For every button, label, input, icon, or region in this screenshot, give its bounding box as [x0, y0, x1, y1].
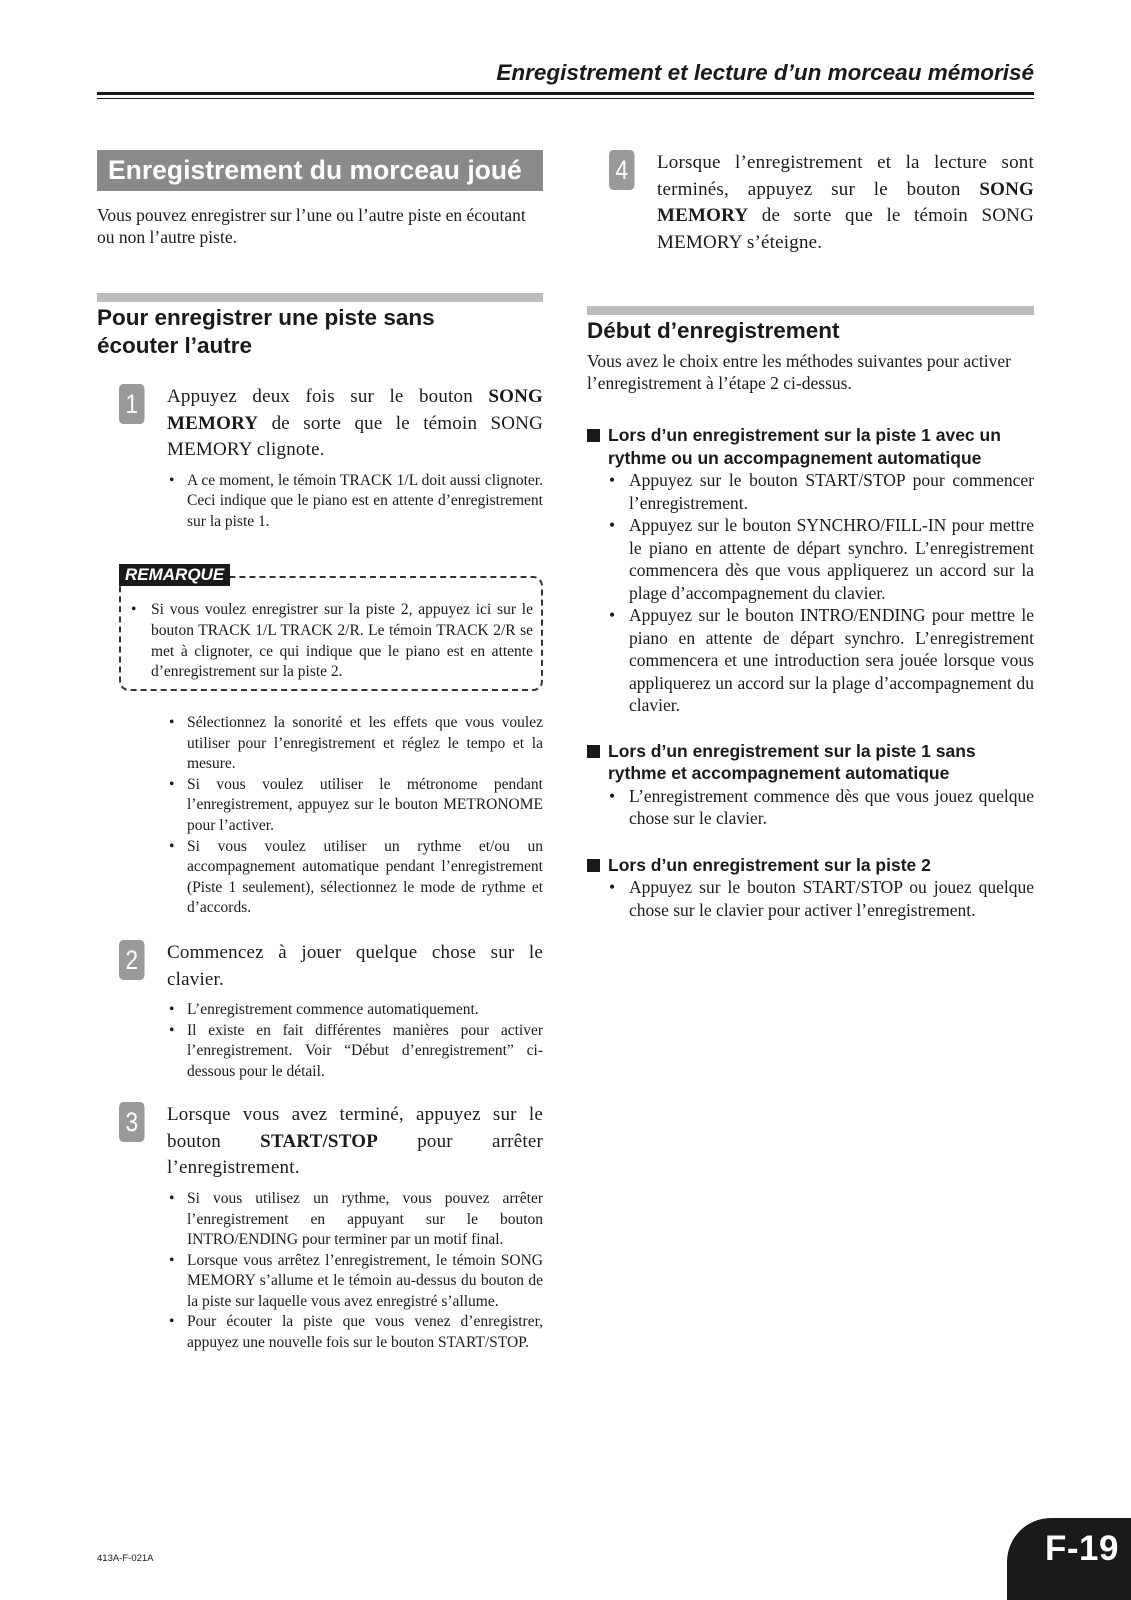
step-2 — [97, 940, 543, 1082]
remarque-text: • Si vous voulez enregistrer sur la piste 2, appuyez ici sur le bouton TRACK 1/L TRACK 2/R. Le témoin TRACK 2/R se met à clignoter, ce qui indique que le piano est en attente d’enregistrement sur la piste 2. — [151, 600, 533, 683]
step-number-1: 1 — [119, 384, 145, 424]
right-intro: Vous avez le choix entre les méthodes suivantes pour activer l’enregistrement à l’étape 2 ci-dessus. — [587, 351, 1011, 393]
list-item: • Si vous voulez utiliser le métronome pendant l’enregistrement, appuyez sur le bouton METRONOME pour l’activer. — [187, 775, 543, 837]
section-bar — [587, 306, 1034, 315]
header-rule-thick — [97, 92, 1034, 95]
step-number-4: 4 — [609, 150, 635, 190]
header-rule-thin — [97, 98, 1034, 99]
sub-1-bullets — [587, 469, 1034, 717]
step-2-bullets — [167, 1000, 543, 1082]
main-title: Enregistrement du morceau joué — [97, 150, 543, 191]
page-number: F-19 — [1045, 1529, 1119, 1568]
step-3-bullets — [167, 1189, 543, 1354]
step-1-extra — [97, 713, 543, 919]
step-1 — [97, 384, 543, 532]
step-number-2: 2 — [119, 940, 145, 980]
right-column — [587, 150, 1034, 921]
step-4-text: Lorsque l’enregistrement et la lecture sont terminés, appuyez sur le bouton SONG MEMORY de sorte que le témoin SONG MEMORY s’éteigne. — [657, 152, 1034, 253]
step-2-text: Commencez à jouer quelque chose sur le clavier. — [167, 942, 543, 990]
step-3-text: Lorsque vous avez terminé, appuyez sur le bouton START/STOP pour arrêter l’enregistrement. — [167, 1104, 543, 1179]
step-3 — [97, 1102, 543, 1353]
square-bullet-icon — [587, 745, 600, 758]
square-bullet-icon — [587, 859, 600, 872]
list-item: • Appuyez sur le bouton START/STOP ou jouez quelque chose sur le clavier pour activer l’enregistrement. — [629, 876, 1034, 921]
remarque-box — [119, 565, 543, 691]
left-column — [97, 150, 543, 1354]
document-code: 413A-F-021A — [97, 1553, 154, 1564]
sub-heading-3: Lors d’un enregistrement sur la piste 2 — [587, 854, 1034, 877]
list-item: • Lorsque vous arrêtez l’enregistrement, le témoin SONG MEMORY s’allume et le témoin au-dessus du bouton de la piste sur laquelle vous avez enregistré s’allume. — [187, 1251, 543, 1313]
step-1-bullets — [167, 471, 543, 533]
step-4 — [587, 150, 1034, 256]
sub-heading-2: Lors d’un enregistrement sur la piste 1 sans rythme et accompagnement automatique — [587, 740, 1034, 785]
list-item: • Si vous voulez utiliser un rythme et/ou un accompagnement automatique pendant l’enregistrement (Piste 1 seulement), sélectionnez le mode de rythme et d’accords. — [187, 837, 543, 919]
sub-heading-1: Lors d’un enregistrement sur la piste 1 avec un rythme ou un accompagnement automatique — [587, 424, 1034, 469]
list-item: • L’enregistrement commence dès que vous jouez quelque chose sur le clavier. — [629, 785, 1034, 830]
list-item: • Sélectionnez la sonorité et les effets que vous voulez utiliser pour l’enregistrement et réglez le tempo et la mesure. — [187, 713, 543, 775]
step-1-extra-bullets — [167, 713, 543, 919]
section-title-debut: Début d’enregistrement — [587, 318, 840, 343]
step-1-text: Appuyez deux fois sur le bouton SONG MEMORY de sorte que le témoin SONG MEMORY clignote. — [167, 386, 543, 460]
list-item: • Appuyez sur le bouton INTRO/ENDING pour mettre le piano en attente de départ synchro. L’enregistrement commencera et une introduction sera jouée lorsque vous appliquerez un accord sur la plage d’accompagnement du clavier. — [629, 604, 1034, 717]
list-item: • Appuyez sur le bouton SYNCHRO/FILL-IN pour mettre le piano en attente de départ synchro. L’enregistrement commencera dès que vous appliquerez un accord sur la plage d’accompagnement du clavier. — [629, 514, 1034, 604]
square-bullet-icon — [587, 429, 600, 442]
section-title: Pour enregistrer une piste sans écouter l’autre — [97, 305, 435, 358]
list-item: • Appuyez sur le bouton START/STOP pour commencer l’enregistrement. — [629, 469, 1034, 514]
sub-3-bullets — [587, 876, 1034, 921]
sub-2-bullets — [587, 785, 1034, 830]
step-number-3: 3 — [119, 1102, 145, 1142]
list-item: • Si vous utilisez un rythme, vous pouvez arrêter l’enregistrement en appuyant sur le bouton INTRO/ENDING pour terminer par un motif final. — [187, 1189, 543, 1251]
list-item: • Il existe en fait différentes manières pour activer l’enregistrement. Voir “Début d’enregistrement” ci-dessous pour le détail. — [187, 1021, 543, 1083]
remarque-label: REMARQUE — [119, 564, 230, 586]
left-intro: Vous pouvez enregistrer sur l’une ou l’autre piste en écoutant ou non l’autre piste. — [97, 205, 526, 247]
section-bar — [97, 293, 543, 302]
list-item: • Pour écouter la piste que vous venez d’enregistrer, appuyez une nouvelle fois sur le bouton START/STOP. — [187, 1312, 543, 1353]
list-item: • A ce moment, le témoin TRACK 1/L doit aussi clignoter. Ceci indique que le piano est en attente d’enregistrement sur la piste 1. — [187, 471, 543, 533]
running-header-title: Enregistrement et lecture d’un morceau mémorisé — [496, 60, 1034, 85]
list-item: • L’enregistrement commence automatiquement. — [187, 1000, 543, 1021]
